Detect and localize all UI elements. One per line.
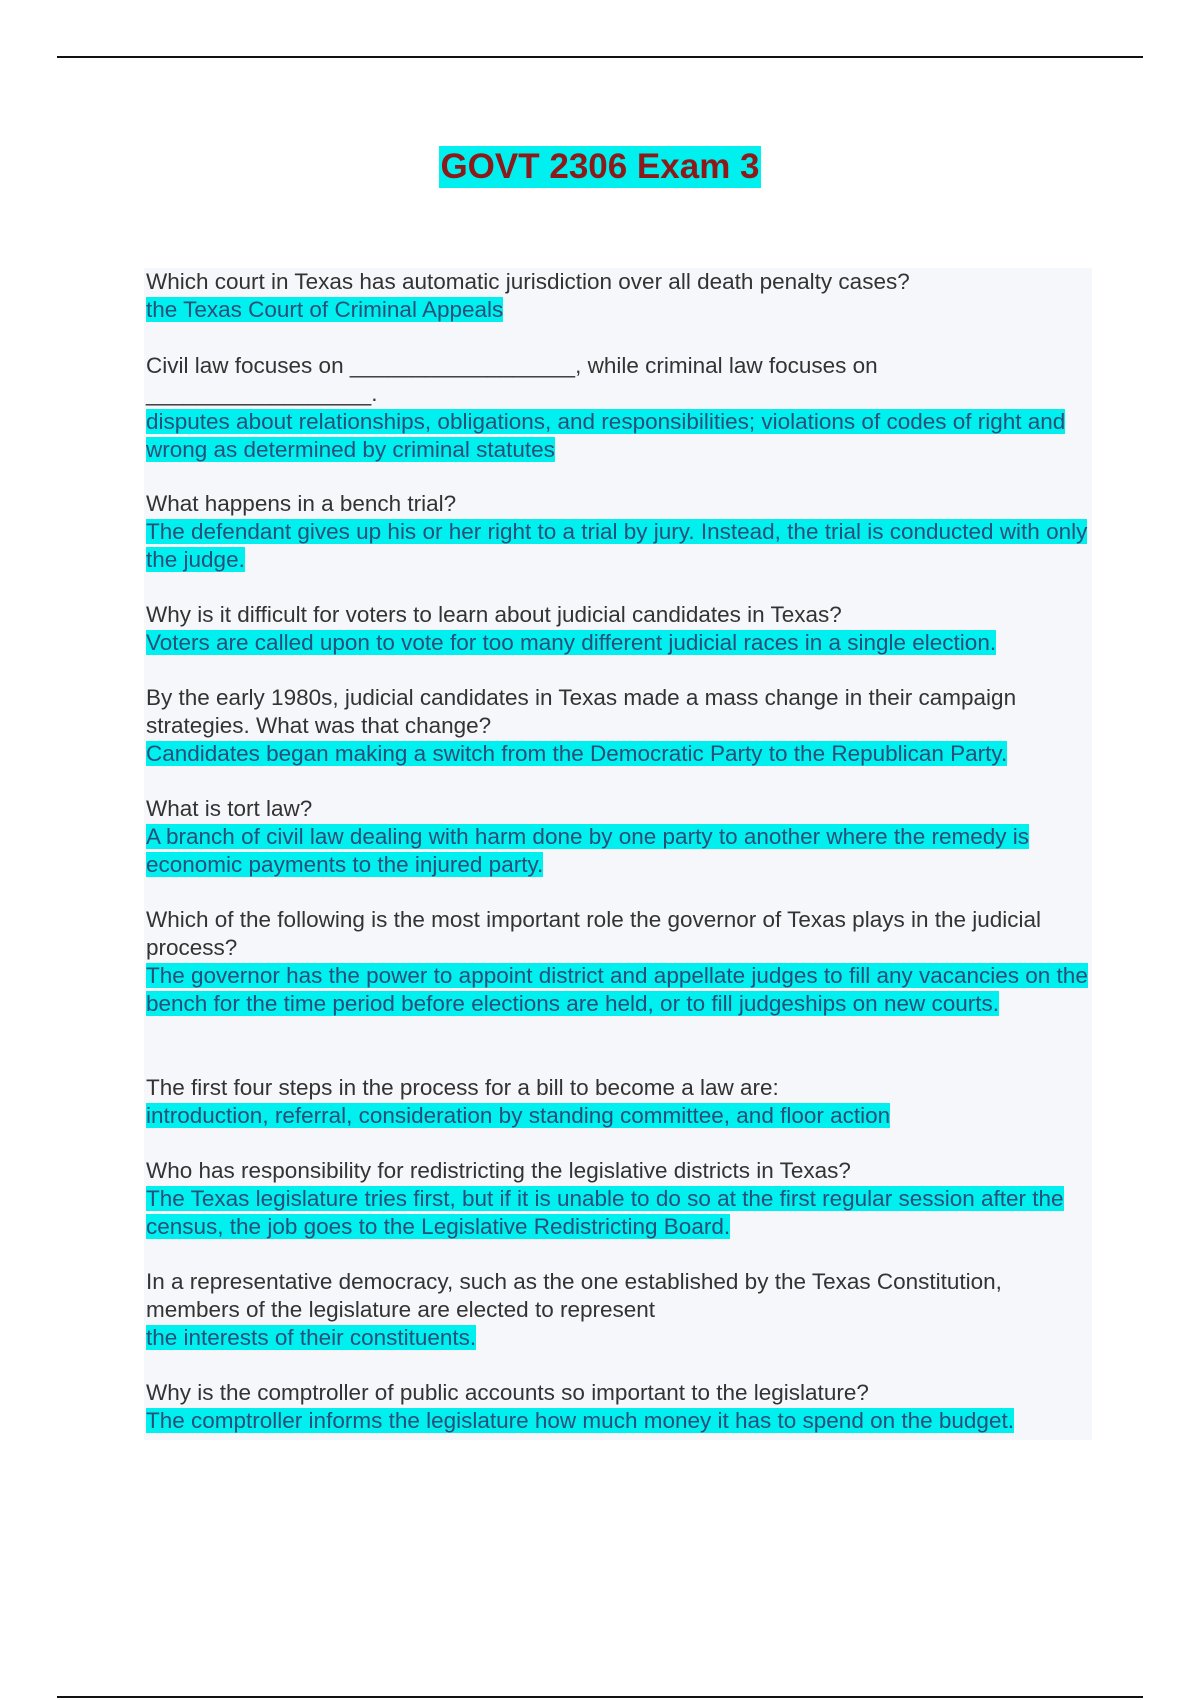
answer-highlight: introduction, referral, consideration by standing committee, and floor action: [146, 1103, 891, 1128]
qa-item: [146, 1379, 1090, 1435]
top-rule: [57, 56, 1143, 58]
qa-item: [146, 490, 1090, 574]
question-text: Why is the comptroller of public accounts so important to the legislature?: [146, 1380, 869, 1405]
answer-highlight: Voters are called upon to vote for too many different judicial races in a single election.: [146, 630, 997, 655]
title-block: [0, 146, 1200, 188]
question-text: In a representative democracy, such as the one established by the Texas Constitution, members of the legislature are elected to represent: [146, 1269, 1002, 1322]
question-text: Who has responsibility for redistricting the legislative districts in Texas?: [146, 1158, 851, 1183]
qa-item: [146, 684, 1090, 768]
qa-content: [144, 268, 1092, 1440]
answer-text: [146, 518, 1090, 574]
answer-text: [146, 408, 1090, 464]
question-text: Which court in Texas has automatic jurisdiction over all death penalty cases?: [146, 269, 910, 294]
answer-highlight: The comptroller informs the legislature how much money it has to spend on the budget.: [146, 1408, 1014, 1433]
answer-highlight: disputes about relationships, obligations, and responsibilities; violations of codes of right and wrong as determined by criminal statutes: [146, 409, 1066, 462]
qa-item: [146, 906, 1090, 1018]
qa-item: [146, 1157, 1090, 1241]
qa-item: [146, 1268, 1090, 1352]
question-text: Why is it difficult for voters to learn about judicial candidates in Texas?: [146, 602, 842, 627]
question-text: What is tort law?: [146, 796, 313, 821]
bottom-rule: [57, 1696, 1143, 1698]
answer-highlight: The governor has the power to appoint district and appellate judges to fill any vacancies on the bench for the time period before elections are held, or to fill judgeships on new courts.: [146, 963, 1088, 1016]
answer-highlight: The defendant gives up his or her right to a trial by jury. Instead, the trial is conducted with only the judge.: [146, 519, 1088, 572]
answer-text: [146, 740, 1090, 768]
qa-item: [146, 268, 1090, 324]
qa-item: [146, 352, 1090, 464]
question-text: Which of the following is the most important role the governor of Texas plays in the judicial process?: [146, 907, 1042, 960]
question-text: The first four steps in the process for a bill to become a law are:: [146, 1075, 779, 1100]
answer-text: [146, 1324, 1090, 1352]
answer-highlight: the interests of their constituents.: [146, 1325, 477, 1350]
answer-text: [146, 296, 1090, 324]
answer-highlight: Candidates began making a switch from the Democratic Party to the Republican Party.: [146, 741, 1008, 766]
answer-highlight: The Texas legislature tries first, but if it is unable to do so at the first regular session after the census, the job goes to the Legislative Redistricting Board.: [146, 1186, 1064, 1239]
answer-text: [146, 629, 1090, 657]
qa-item: [146, 601, 1090, 657]
page-title: GOVT 2306 Exam 3: [440, 147, 760, 186]
qa-item: [146, 1074, 1090, 1130]
answer-text: [146, 1102, 1090, 1130]
answer-text: [146, 1407, 1090, 1435]
answer-highlight: the Texas Court of Criminal Appeals: [146, 297, 504, 322]
qa-item: [146, 795, 1090, 879]
question-text: What happens in a bench trial?: [146, 491, 457, 516]
question-text: Civil law focuses on __________________, while criminal law focuses on __________________.: [146, 353, 878, 406]
answer-highlight: A branch of civil law dealing with harm done by one party to another where the remedy is economic payments to the injured party.: [146, 824, 1029, 877]
answer-text: [146, 962, 1090, 1018]
answer-text: [146, 823, 1090, 879]
question-text: By the early 1980s, judicial candidates in Texas made a mass change in their campaign strategies. What was that change?: [146, 685, 1017, 738]
answer-text: [146, 1185, 1090, 1241]
